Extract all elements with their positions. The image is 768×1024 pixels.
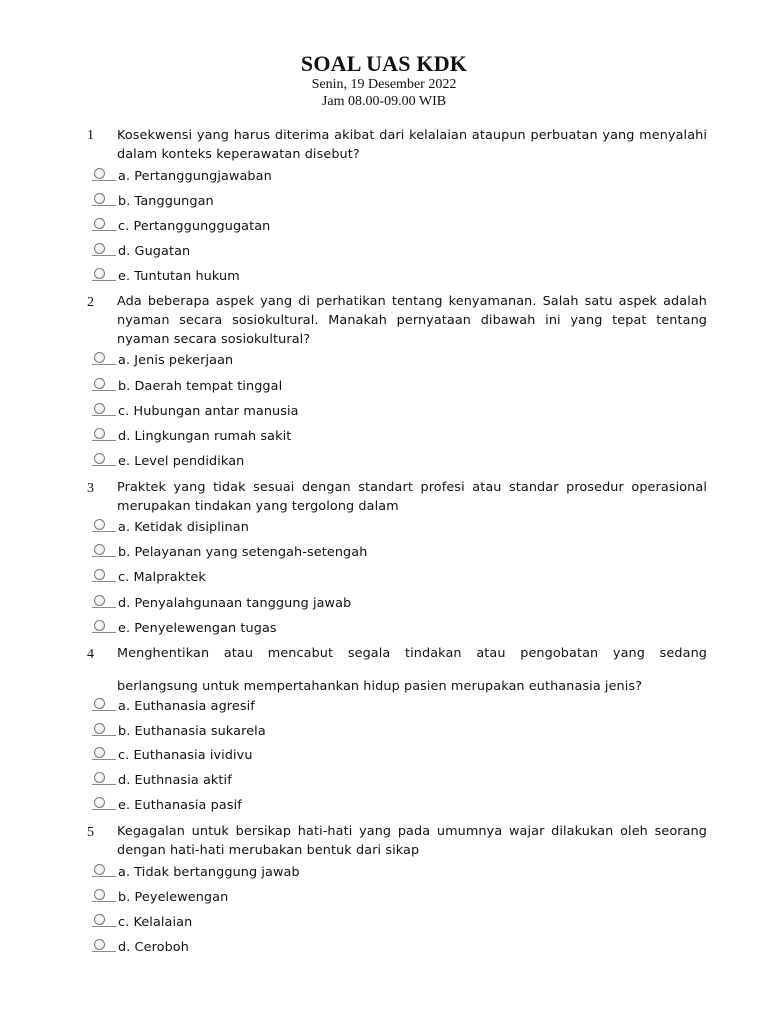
answer-underline: [92, 607, 116, 608]
answer-underline: [92, 230, 116, 231]
option-label: b. Peyelewengan: [118, 890, 229, 905]
option-label: c. Kelalaian: [118, 915, 193, 930]
question-text: Kosekwensi yang harus diterima akibat dari kelalaian ataupun perbuatan yang menyalahi dalam konteks keperawatan disebut?: [117, 128, 707, 162]
radio-button-icon[interactable]: [94, 403, 105, 414]
answer-underline: [92, 784, 116, 785]
option-label: c. Euthanasia ividivu: [118, 748, 253, 763]
option-label: b. Pelayanan yang setengah-setengah: [118, 545, 368, 560]
radio-button-icon[interactable]: [94, 914, 105, 925]
radio-button-icon[interactable]: [94, 747, 105, 758]
answer-option[interactable]: [92, 698, 392, 720]
answer-underline: [92, 415, 116, 416]
question-text: Ada beberapa aspek yang di perhatikan tentang kenyamanan. Salah satu aspek adalah nyaman secara sosiokultural. Manakah pernyataan dibawah ini yang tepat tentang nyaman secara sosiokultural?: [117, 294, 707, 347]
option-label: b. Daerah tempat tinggal: [118, 379, 283, 394]
answer-option[interactable]: [92, 243, 392, 265]
answer-underline: [92, 465, 116, 466]
answer-option[interactable]: [92, 723, 392, 745]
option-label: b. Tanggungan: [118, 194, 214, 209]
question-number: 5: [87, 825, 94, 840]
option-label: a. Tidak bertanggung jawab: [118, 865, 300, 880]
option-label: a. Ketidak disiplinan: [118, 520, 249, 535]
answer-option[interactable]: [92, 352, 392, 374]
option-label: d. Gugatan: [118, 244, 191, 259]
question-text: Kegagalan untuk bersikap hati-hati yang pada umumnya wajar dilakukan oleh seorang dengan hati-hati merubakan bentuk dari sikap: [117, 824, 707, 858]
answer-option[interactable]: [92, 378, 392, 400]
radio-button-icon[interactable]: [94, 352, 105, 363]
radio-button-icon[interactable]: [94, 544, 105, 555]
radio-button-icon[interactable]: [94, 569, 105, 580]
answer-underline: [92, 735, 116, 736]
answer-option[interactable]: [92, 797, 392, 819]
answer-option[interactable]: [92, 168, 392, 190]
question-number: 1: [87, 128, 94, 143]
answer-option[interactable]: [92, 428, 392, 450]
option-label: c. Hubungan antar manusia: [118, 404, 299, 419]
answer-underline: [92, 205, 116, 206]
answer-option[interactable]: [92, 595, 392, 617]
answer-option[interactable]: [92, 772, 392, 794]
option-label: d. Penyalahgunaan tanggung jawab: [118, 596, 352, 611]
option-label: a. Euthanasia agresif: [118, 699, 255, 714]
answer-option[interactable]: [92, 939, 392, 961]
option-label: e. Tuntutan hukum: [118, 269, 240, 284]
answer-underline: [92, 759, 116, 760]
answer-underline: [92, 390, 116, 391]
answer-underline: [92, 180, 116, 181]
exam-title: SOAL UAS KDK: [300, 51, 468, 76]
radio-button-icon[interactable]: [94, 378, 105, 389]
answer-underline: [92, 926, 116, 927]
radio-button-icon[interactable]: [94, 519, 105, 530]
answer-underline: [92, 280, 116, 281]
answer-underline: [92, 710, 116, 711]
answer-underline: [92, 364, 116, 365]
answer-option[interactable]: [92, 914, 392, 936]
answer-option[interactable]: [92, 453, 392, 475]
answer-option[interactable]: [92, 544, 392, 566]
radio-button-icon[interactable]: [94, 620, 105, 631]
radio-button-icon[interactable]: [94, 939, 105, 950]
answer-underline: [92, 876, 116, 877]
radio-button-icon[interactable]: [94, 723, 105, 734]
answer-option[interactable]: [92, 268, 392, 290]
radio-button-icon[interactable]: [94, 453, 105, 464]
radio-button-icon[interactable]: [94, 595, 105, 606]
radio-button-icon[interactable]: [94, 428, 105, 439]
answer-underline: [92, 809, 116, 810]
option-label: e. Euthanasia pasif: [118, 798, 242, 813]
radio-button-icon[interactable]: [94, 268, 105, 279]
option-label: c. Pertanggunggugatan: [118, 219, 271, 234]
option-label: e. Penyelewengan tugas: [118, 621, 277, 636]
option-label: c. Malpraktek: [118, 570, 206, 585]
answer-underline: [92, 901, 116, 902]
question-text: Menghentikan atau mencabut segala tindakan atau pengobatan yang sedang berlangsung untuk mempertahankan hidup pasien merupakan euthanasia jenis?: [117, 646, 707, 694]
option-label: a. Jenis pekerjaan: [118, 353, 234, 368]
answer-option[interactable]: [92, 864, 392, 886]
question-number: 3: [87, 481, 94, 496]
radio-button-icon[interactable]: [94, 864, 105, 875]
radio-button-icon[interactable]: [94, 772, 105, 783]
question-number: 4: [87, 647, 94, 662]
answer-option[interactable]: [92, 218, 392, 240]
option-label: d. Ceroboh: [118, 940, 189, 955]
answer-option[interactable]: [92, 889, 392, 911]
option-label: b. Euthanasia sukarela: [118, 724, 266, 739]
answer-option[interactable]: [92, 403, 392, 425]
answer-underline: [92, 255, 116, 256]
answer-underline: [92, 556, 116, 557]
radio-button-icon[interactable]: [94, 797, 105, 808]
radio-button-icon[interactable]: [94, 193, 105, 204]
radio-button-icon[interactable]: [94, 889, 105, 900]
question-text: Praktek yang tidak sesuai dengan standart profesi atau standar prosedur operasional merupakan tindakan yang tergolong dalam: [117, 480, 707, 514]
option-label: d. Euthnasia aktif: [118, 773, 232, 788]
answer-underline: [92, 951, 116, 952]
option-label: e. Level pendidikan: [118, 454, 245, 469]
answer-option[interactable]: [92, 569, 392, 591]
answer-underline: [92, 581, 116, 582]
answer-underline: [92, 440, 116, 441]
radio-button-icon[interactable]: [94, 698, 105, 709]
answer-option[interactable]: [92, 519, 392, 541]
radio-button-icon[interactable]: [94, 218, 105, 229]
question-number: 2: [87, 295, 94, 310]
answer-option[interactable]: [92, 747, 392, 769]
answer-option[interactable]: [92, 193, 392, 215]
option-label: d. Lingkungan rumah sakit: [118, 429, 292, 444]
option-label: a. Pertanggungjawaban: [118, 169, 272, 184]
exam-time: Jam 08.00-09.00 WIB: [321, 94, 447, 109]
exam-date: Senin, 19 Desember 2022: [311, 77, 457, 92]
answer-underline: [92, 531, 116, 532]
answer-underline: [92, 632, 116, 633]
radio-button-icon[interactable]: [94, 168, 105, 179]
radio-button-icon[interactable]: [94, 243, 105, 254]
